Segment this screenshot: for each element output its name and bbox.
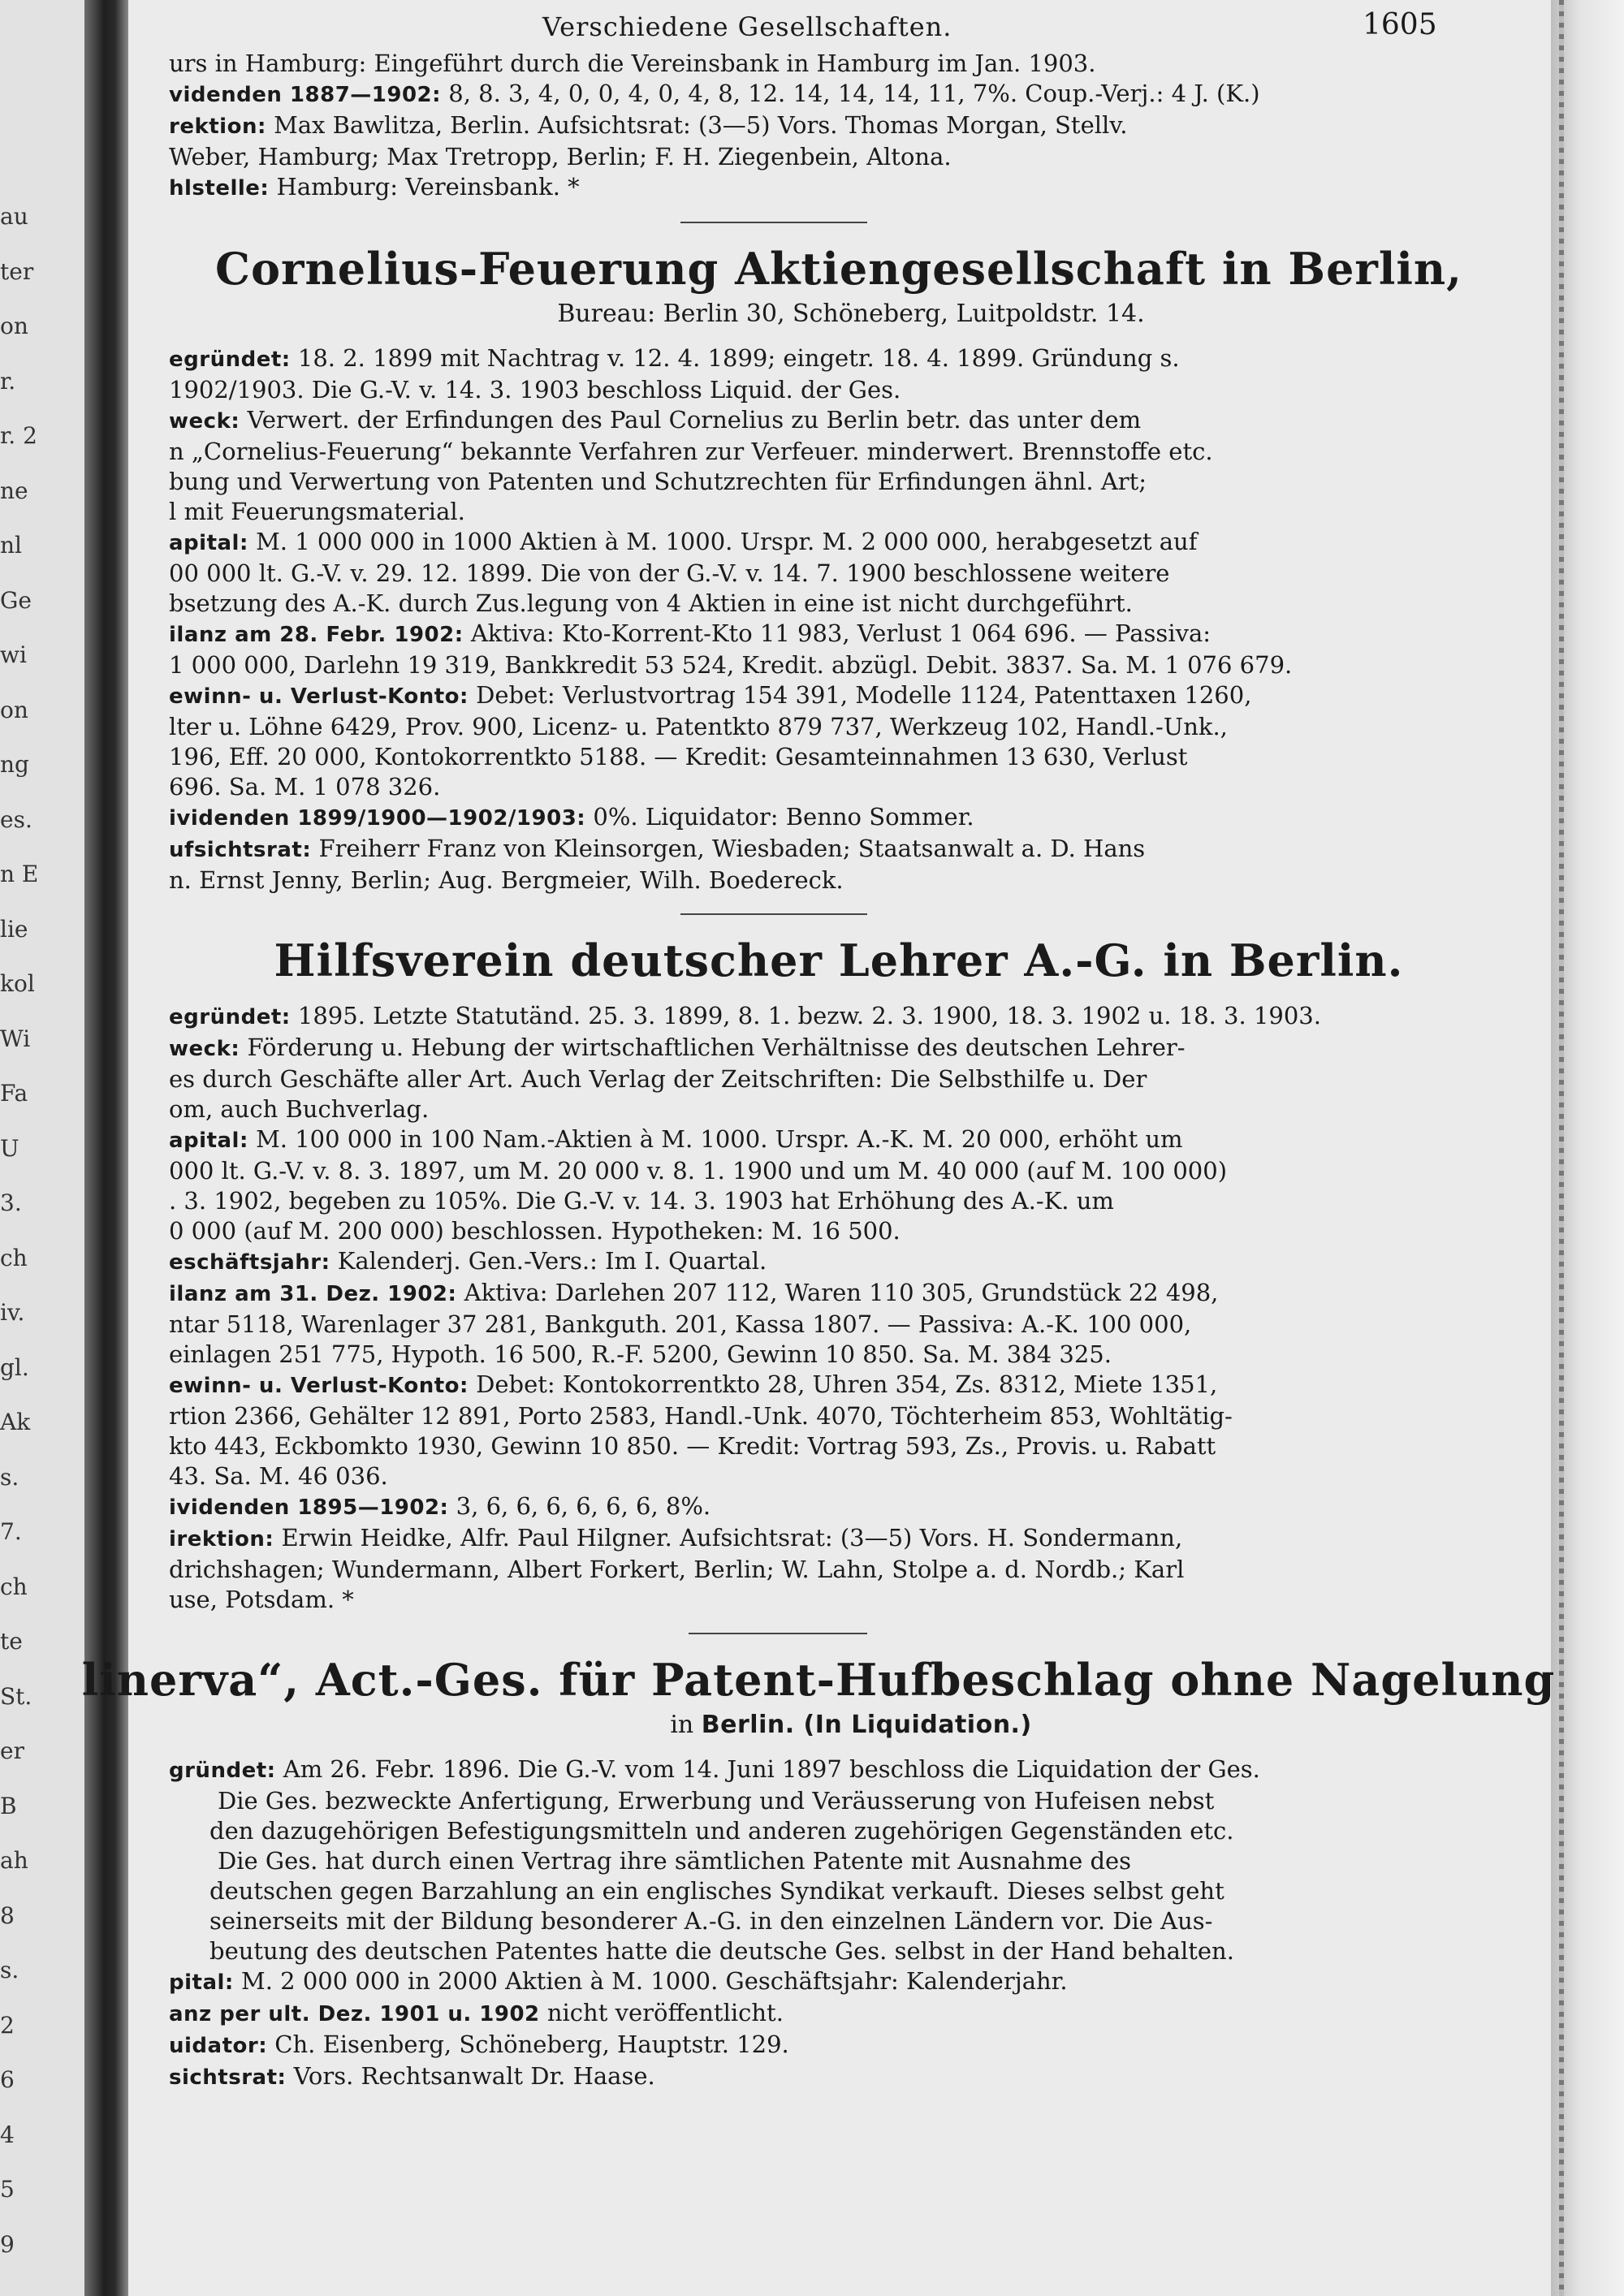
entry-line <box>145 172 1557 204</box>
page-content <box>81 6 1557 2093</box>
left-page-text-fragment: es. <box>0 805 32 833</box>
company-title: Hilfsverein deutscher Lehrer A.-G. in Berlin. <box>274 934 1404 986</box>
entry-line <box>145 1310 1557 1340</box>
field-keyword: gründet: <box>169 1759 276 1783</box>
entry-line <box>145 1846 1557 1876</box>
field-text: rtion 2366, Gehälter 12 891, Porto 2583, Handl.-Unk. 4070, Töchterheim 853, Wohltätig- <box>169 1402 1233 1430</box>
left-page-text-fragment: n E <box>0 861 39 887</box>
entry-line <box>145 559 1557 589</box>
entry-line <box>145 1876 1557 1906</box>
left-page-text-fragment: 6 <box>0 2066 15 2093</box>
field-text: 000 lt. G.-V. v. 8. 3. 1897, um M. 20 000 v. 8. 1. 1900 und um M. 40 000 (auf M. 100 000) <box>169 1157 1228 1185</box>
entry-line <box>145 650 1557 680</box>
left-page-text-fragment: ah <box>0 1847 28 1874</box>
entry-line <box>145 1401 1557 1431</box>
entry-line <box>145 712 1557 742</box>
entry-line <box>145 1001 1557 1033</box>
left-page-text-fragment: gl. <box>0 1353 29 1381</box>
left-page-text-fragment: er <box>0 1737 24 1764</box>
field-text: lter u. Löhne 6429, Prov. 900, Licenz- u. Patentkto 879 737, Werkzeug 102, Handl.-Unk., <box>169 713 1228 740</box>
entry-line <box>145 1998 1557 2030</box>
field-keyword: egründet: <box>169 1005 291 1029</box>
entry-line <box>145 1585 1557 1615</box>
entry-line <box>145 589 1557 619</box>
entry-line <box>145 1216 1557 1246</box>
company-title: linerva“, Act.-Ges. für Patent-Hufbeschlag ohne Nagelung <box>81 1654 1556 1706</box>
field-keyword: eschäftsjahr: <box>169 1250 330 1275</box>
entry-line <box>145 49 1557 79</box>
field-text: 1 000 000, Darlehn 19 319, Bankkredit 53 524, Kredit. abzügl. Debit. 3837. Sa. M. 1 076 679. <box>169 651 1293 679</box>
field-text: 0 000 (auf M. 200 000) beschlossen. Hypotheken: M. 16 500. <box>169 1217 901 1245</box>
entry-prev-continuation <box>145 49 1557 204</box>
field-text: beutung des deutschen Patentes hatte die deutsche Ges. selbst in der Hand behalten. <box>209 1937 1234 1965</box>
left-page-text-fragment: s. <box>0 1957 19 1983</box>
left-page-text-fragment: Wi <box>0 1025 31 1052</box>
field-text: Ch. Eisenberg, Schöneberg, Hauptstr. 129. <box>267 2031 789 2058</box>
left-page-text-fragment: r. 2 <box>0 422 37 449</box>
left-page-text-fragment: ch <box>0 1573 28 1600</box>
field-text: den dazugehörigen Befestigungsmitteln und anderen zugehörigen Gegenständen etc. <box>209 1817 1234 1845</box>
subtitle-prefix: in <box>670 1711 694 1739</box>
page-number: 1605 <box>1363 8 1437 41</box>
field-text: 3, 6, 6, 6, 6, 6, 6, 8%. <box>448 1492 711 1520</box>
company-address: Bureau: Berlin 30, Schöneberg, Luitpoldstr. 14. <box>557 300 1145 328</box>
field-text: Die Ges. bezweckte Anfertigung, Erwerbung und Veräusserung von Hufeisen nebst <box>218 1787 1215 1815</box>
entry-line <box>145 1936 1557 1966</box>
field-text: urs in Hamburg: Eingeführt durch die Vereinsbank in Hamburg im Jan. 1903. <box>169 50 1096 77</box>
left-page-text-fragment: r. <box>0 367 16 395</box>
field-text: l mit Feuerungsmaterial. <box>169 498 465 525</box>
field-text: use, Potsdam. * <box>169 1586 354 1613</box>
field-keyword: irektion: <box>169 1527 274 1552</box>
company-title: Cornelius-Feuerung Aktiengesellschaft in Berlin, <box>215 243 1462 295</box>
entry-line <box>145 1064 1557 1094</box>
field-text: drichshagen; Wundermann, Albert Forkert, Berlin; W. Lahn, Stolpe a. d. Nordb.; Karl <box>169 1556 1185 1583</box>
field-text: Aktiva: Kto-Korrent-Kto 11 983, Verlust 1 064 696. — Passiva: <box>463 619 1212 647</box>
entry-line <box>145 437 1557 467</box>
entry-line <box>145 1816 1557 1846</box>
entry-line <box>145 142 1557 172</box>
field-text: Kalenderj. Gen.-Vers.: Im I. Quartal. <box>330 1247 767 1275</box>
entry-line <box>145 1555 1557 1585</box>
field-text: . 3. 1902, begeben zu 105%. Die G.-V. v. 14. 3. 1903 hat Erhöhung des A.-K. um <box>169 1187 1114 1215</box>
entry-line <box>145 865 1557 896</box>
entry-line <box>145 1461 1557 1491</box>
field-text: Verwert. der Erfindungen des Paul Cornelius zu Berlin betr. das unter dem <box>240 406 1142 434</box>
entry-line <box>145 772 1557 802</box>
entry-line <box>145 1246 1557 1278</box>
field-text: Freiherr Franz von Kleinsorgen, Wiesbaden; Staatsanwalt a. D. Hans <box>311 835 1146 862</box>
left-page-text-fragment: au <box>0 203 28 230</box>
field-keyword: ilanz am 28. Febr. 1902: <box>169 623 464 647</box>
field-keyword: ividenden 1895—1902: <box>169 1495 449 1520</box>
subtitle-bold: Berlin. (In Liquidation.) <box>701 1711 1032 1739</box>
entry-line <box>145 1094 1557 1124</box>
field-keyword: egründet: <box>169 347 291 372</box>
field-text: kto 443, Eckbomkto 1930, Gewinn 10 850. — Kredit: Vortrag 593, Zs., Provis. u. Rabatt <box>169 1432 1216 1460</box>
entry-line <box>145 79 1557 110</box>
running-head-title: Verschiedene Gesellschaften. <box>542 11 952 42</box>
field-text: ntar 5118, Warenlager 37 281, Bankguth. 201, Kassa 1807. — Passiva: A.-K. 100 000, <box>169 1310 1192 1338</box>
field-text: 8, 8. 3, 4, 0, 0, 4, 0, 4, 8, 12. 14, 14, 14, 11, 7%. Coup.-Verj.: 4 J. (K.) <box>441 80 1260 107</box>
left-page-text-fragment: 4 <box>0 2121 15 2148</box>
entry-line <box>145 527 1557 559</box>
entry-line <box>145 1124 1557 1156</box>
left-page-text-fragment: U <box>0 1134 19 1162</box>
entry-line <box>145 375 1557 405</box>
field-text: nicht veröffentlicht. <box>539 1999 784 2026</box>
field-text: M. 100 000 in 100 Nam.-Aktien à M. 1000. Urspr. A.-K. M. 20 000, erhöht um <box>248 1125 1183 1153</box>
entry-line <box>145 1754 1557 1786</box>
left-page-text-fragment: ne <box>0 477 28 504</box>
left-page-text-fragment: Ge <box>0 586 32 614</box>
company-subtitle <box>145 1707 1557 1743</box>
field-keyword: ividenden 1899/1900—1902/1903: <box>169 806 586 831</box>
field-text: Weber, Hamburg; Max Tretropp, Berlin; F. H. Ziegenbein, Altona. <box>169 143 952 170</box>
entry-line <box>145 1033 1557 1064</box>
left-page-text-fragment: 9 <box>0 2230 15 2258</box>
left-page-text-fragment: iv. <box>0 1299 25 1326</box>
section-divider <box>689 1633 867 1634</box>
entry-line <box>145 2061 1557 2093</box>
left-page-text-fragment: Ak <box>0 1409 31 1435</box>
section-divider <box>680 913 867 915</box>
field-keyword: uidator: <box>169 2034 268 2058</box>
field-text: 1902/1903. Die G.-V. v. 14. 3. 1903 beschloss Liquid. der Ges. <box>169 376 901 404</box>
field-text: 1895. Letzte Statutänd. 25. 3. 1899, 8. 1. bezw. 2. 3. 1900, 18. 3. 1902 u. 18. 3. 1903. <box>290 1002 1321 1029</box>
entry-line <box>145 343 1557 375</box>
entry-line <box>145 1906 1557 1936</box>
field-keyword: ewinn- u. Verlust-Konto: <box>169 684 469 709</box>
entry-line <box>145 1786 1557 1816</box>
field-keyword: ilanz am 31. Dez. 1902: <box>169 1282 457 1306</box>
entry-line <box>145 1186 1557 1216</box>
entry-line <box>145 1278 1557 1310</box>
field-keyword: anz per ult. Dez. 1901 u. 1902 <box>169 2002 540 2026</box>
entry-line <box>145 1431 1557 1461</box>
left-page-text-fragment: on <box>0 696 28 723</box>
left-page-text-fragment: 2 <box>0 2011 15 2039</box>
field-keyword: videnden 1887—1902: <box>169 83 442 107</box>
entry-line <box>145 2030 1557 2061</box>
field-text: Hamburg: Vereinsbank. * <box>269 173 580 201</box>
left-page-text-fragment: St. <box>0 1682 32 1710</box>
left-page-text-fragment: 3. <box>0 1189 22 1216</box>
field-text: Förderung u. Hebung der wirtschaftlichen Verhältnisse des deutschen Lehrer- <box>240 1034 1186 1061</box>
field-text: Aktiva: Darlehen 207 112, Waren 110 305, Grundstück 22 498, <box>456 1279 1219 1306</box>
entry-cornelius <box>145 241 1557 896</box>
left-page-text-fragment: B <box>0 1792 17 1819</box>
field-text: 18. 2. 1899 mit Nachtrag v. 12. 4. 1899; eingetr. 18. 4. 1899. Gründung s. <box>290 344 1180 372</box>
left-page-text-fragment: lie <box>0 915 28 943</box>
field-text: Vors. Rechtsanwalt Dr. Haase. <box>286 2062 655 2090</box>
left-page-text-fragment: 7. <box>0 1518 22 1545</box>
entry-line <box>145 1966 1557 1998</box>
entry-line <box>145 1523 1557 1555</box>
field-text: 0%. Liquidator: Benno Sommer. <box>585 803 974 831</box>
field-text: 196, Eff. 20 000, Kontokorrentkto 5188. — Kredit: Gesamteinnahmen 13 630, Verlust <box>169 743 1188 770</box>
entry-line <box>145 802 1557 834</box>
field-text: Die Ges. hat durch einen Vertrag ihre sämtlichen Patente mit Ausnahme des <box>218 1847 1132 1875</box>
entry-line <box>145 619 1557 650</box>
entry-minerva <box>81 1652 1557 2093</box>
entry-line <box>145 834 1557 865</box>
left-page-text-fragment: nl <box>0 532 22 559</box>
entry-line <box>145 497 1557 527</box>
field-text: n. Ernst Jenny, Berlin; Aug. Bergmeier, Wilh. Boedereck. <box>169 866 844 894</box>
field-text: M. 2 000 000 in 2000 Aktien à M. 1000. Geschäftsjahr: Kalenderjahr. <box>233 1967 1068 1995</box>
left-page-text-fragment: ng <box>0 751 29 778</box>
document-page <box>81 0 1556 2296</box>
field-text: deutschen gegen Barzahlung an ein englisches Syndikat verkauft. Dieses selbst geht <box>209 1877 1224 1905</box>
entry-line <box>145 1370 1557 1401</box>
field-keyword: weck: <box>169 409 240 434</box>
section-divider <box>680 222 867 223</box>
left-page-text-fragment: 8 <box>0 1901 15 1929</box>
field-keyword: ufsichtsrat: <box>169 838 312 862</box>
entry-line <box>145 680 1557 712</box>
entry-line <box>145 405 1557 437</box>
field-keyword: hlstelle: <box>169 176 270 201</box>
field-text: 00 000 lt. G.-V. v. 29. 12. 1899. Die von der G.-V. v. 14. 7. 1900 beschlossene weitere <box>169 559 1170 587</box>
entry-line <box>145 742 1557 772</box>
field-keyword: pital: <box>169 1970 234 1995</box>
field-text: bsetzung des A.-K. durch Zus.legung von 4 Aktien in eine ist nicht durchgeführt. <box>169 589 1133 617</box>
left-page-fragment <box>0 0 84 2296</box>
left-page-text-fragment: te <box>0 1628 23 1655</box>
left-page-text-fragment: kol <box>0 970 35 997</box>
field-text: 696. Sa. M. 1 078 326. <box>169 773 441 801</box>
left-page-text-fragment: ter <box>0 257 34 285</box>
binding-gutter <box>84 0 128 2296</box>
field-text: bung und Verwertung von Patenten und Schutzrechten für Erfindungen ähnl. Art; <box>169 468 1147 495</box>
field-text: es durch Geschäfte aller Art. Auch Verlag der Zeitschriften: Die Selbsthilfe u. Der <box>169 1065 1147 1093</box>
entry-line <box>145 1491 1557 1523</box>
left-page-text-fragment: on <box>0 313 28 339</box>
entry-line <box>145 467 1557 497</box>
left-page-text-fragment: s. <box>0 1463 19 1491</box>
field-text: einlagen 251 775, Hypoth. 16 500, R.-F. 5200, Gewinn 10 850. Sa. M. 384 325. <box>169 1340 1112 1368</box>
left-page-text-fragment: 5 <box>0 2176 15 2203</box>
field-text: om, auch Buchverlag. <box>169 1095 430 1123</box>
entry-hilfsverein <box>145 933 1557 1615</box>
field-text: 43. Sa. M. 46 036. <box>169 1462 388 1490</box>
field-keyword: rektion: <box>169 114 266 139</box>
entry-line <box>145 1156 1557 1186</box>
field-text: seinerseits mit der Bildung besonderer A.-G. in den einzelnen Ländern vor. Die Aus- <box>209 1907 1213 1935</box>
left-page-text-fragment: Fa <box>0 1080 28 1107</box>
field-keyword: apital: <box>169 531 248 555</box>
field-keyword: sichtsrat: <box>169 2065 287 2090</box>
running-head <box>145 6 1557 49</box>
field-text: Max Bawlitza, Berlin. Aufsichtsrat: (3—5) Vors. Thomas Morgan, Stellv. <box>266 111 1128 139</box>
field-keyword: apital: <box>169 1129 248 1153</box>
left-page-text-fragment: wi <box>0 641 27 668</box>
field-text: n „Cornelius-Feuerung“ bekannte Verfahren zur Verfeuer. minderwert. Brennstoffe etc. <box>169 438 1213 465</box>
field-keyword: ewinn- u. Verlust-Konto: <box>169 1374 469 1398</box>
field-keyword: weck: <box>169 1037 240 1061</box>
field-text: M. 1 000 000 in 1000 Aktien à M. 1000. Urspr. M. 2 000 000, herabgesetzt auf <box>248 528 1198 555</box>
page-edge <box>1551 0 1624 2296</box>
entry-line <box>145 1340 1557 1370</box>
entry-line <box>145 110 1557 142</box>
field-text: Debet: Kontokorrentkto 28, Uhren 354, Zs. 8312, Miete 1351, <box>468 1370 1218 1398</box>
field-text: Am 26. Febr. 1896. Die G.-V. vom 14. Juni 1897 beschloss die Liquidation der Ges. <box>275 1755 1260 1783</box>
field-text: Debet: Verlustvortrag 154 391, Modelle 1124, Patenttaxen 1260, <box>468 681 1252 709</box>
left-page-text-fragment: ch <box>0 1244 28 1271</box>
field-text: Erwin Heidke, Alfr. Paul Hilgner. Aufsichtsrat: (3—5) Vors. H. Sondermann, <box>274 1524 1183 1552</box>
